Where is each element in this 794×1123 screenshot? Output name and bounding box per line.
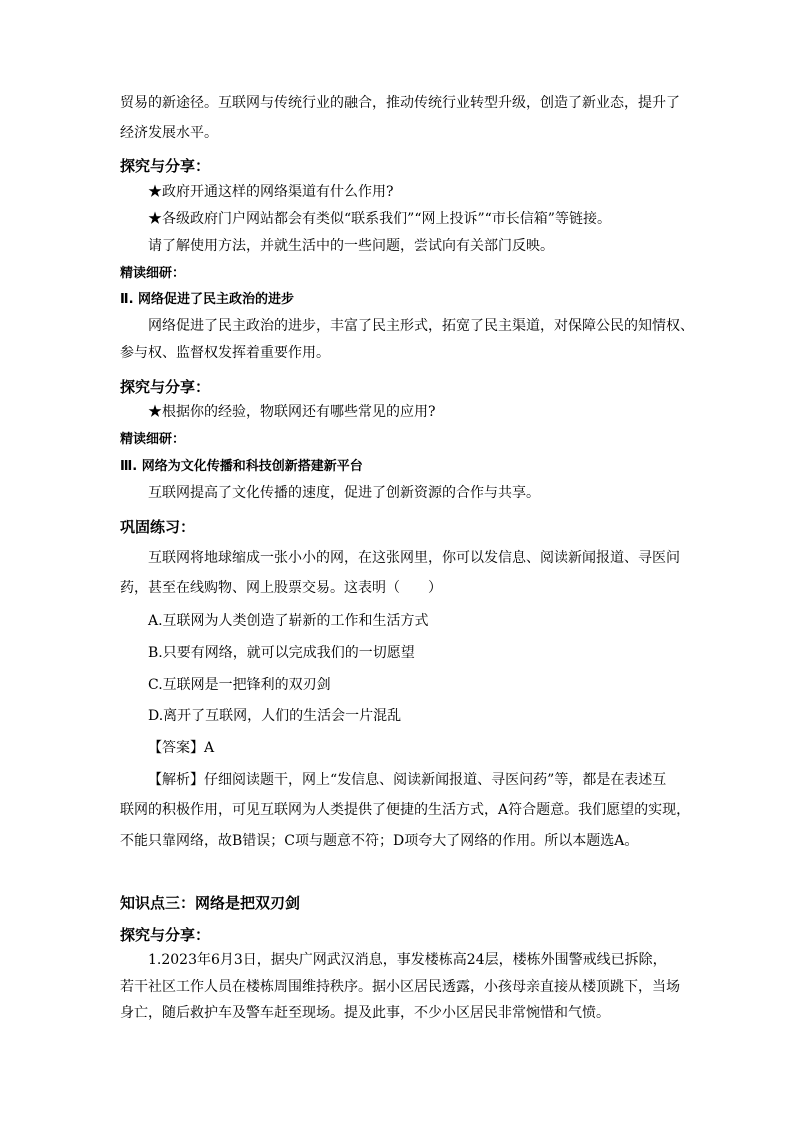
option-d: D.离开了互联网，人们的生活会一片混乱 — [148, 708, 402, 724]
paragraph-line: 参与权、监督权发挥着重要作用。 — [120, 345, 330, 361]
knowledge-point-heading: 知识点三：网络是把双刃剑 — [120, 894, 301, 912]
paragraph-line: 网络促进了民主政治的进步，丰富了民主形式，拓宽了民主渠道，对保障公民的知情权、 — [148, 318, 694, 334]
explore-question: 请了解使用方法，并就生活中的一些问题，尝试向有关部门反映。 — [148, 238, 554, 254]
explore-heading: 探究与分享： — [120, 926, 211, 944]
analysis-line: 联网的积极作用，可见互联网为人类提供了便捷的生活方式，A符合题意。我们愿望的实现， — [120, 802, 691, 818]
analysis-line: 【解析】仔细阅读题干，网上“发信息、阅读新闻报道、寻医问药”等，都是在表述互 — [148, 772, 667, 788]
option-b: B.只要有网络，就可以完成我们的一切愿望 — [148, 645, 415, 661]
explore-question: ★政府开通这样的网络渠道有什么作用? — [148, 184, 394, 200]
case-line: 身亡，随后救护车及警车赶至现场。提及此事，不少小区居民非常惋惜和气愤。 — [120, 1005, 610, 1021]
paragraph-line: 互联网提高了文化传播的速度，促进了创新资源的合作与共享。 — [148, 485, 540, 501]
question-line: 药，甚至在线购物、网上股票交易。这表明（ ） — [120, 580, 442, 596]
explore-question: ★各级政府门户网站都会有类似“联系我们”“网上投诉”“市长信箱”等链接。 — [148, 211, 611, 227]
case-line: 1.2023年6月3日，据央广网武汉消息，事发楼栋高24层，楼栋外围警戒线已拆除， — [148, 952, 667, 968]
case-line: 若干社区工作人员在楼栋周围维持秩序。据小区居民透露，小孩母亲直接从楼顶跳下，当场 — [120, 979, 680, 995]
close-reading-heading: 精读细研： — [120, 432, 186, 447]
practice-heading: 巩固练习： — [120, 518, 196, 536]
explore-question: ★根据你的经验，物联网还有哪些常见的应用? — [148, 404, 436, 420]
section-title: Ⅱ. 网络促进了民主政治的进步 — [120, 292, 295, 307]
option-c: C.互联网是一把锋利的双刃剑 — [148, 677, 331, 693]
question-line: 互联网将地球缩成一张小小的网，在这张网里，你可以发信息、阅读新闻报道、寻医问 — [148, 550, 680, 566]
analysis-line: 不能只靠网络，故B错误；C项与题意不符；D项夸大了网络的作用。所以本题选A。 — [120, 833, 639, 849]
section-title: Ⅲ. 网络为文化传播和科技创新搭建新平台 — [120, 459, 363, 474]
explore-heading: 探究与分享： — [120, 378, 211, 396]
explore-heading: 探究与分享： — [120, 157, 211, 175]
option-a: A.互联网为人类创造了崭新的工作和生活方式 — [148, 613, 429, 629]
close-reading-heading: 精读细研： — [120, 266, 186, 281]
paragraph-line: 贸易的新途径。互联网与传统行业的融合，推动传统行业转型升级，创造了新业态，提升了 — [120, 95, 680, 111]
paragraph-line: 经济发展水平。 — [120, 125, 218, 141]
answer: 【答案】A — [148, 740, 215, 756]
